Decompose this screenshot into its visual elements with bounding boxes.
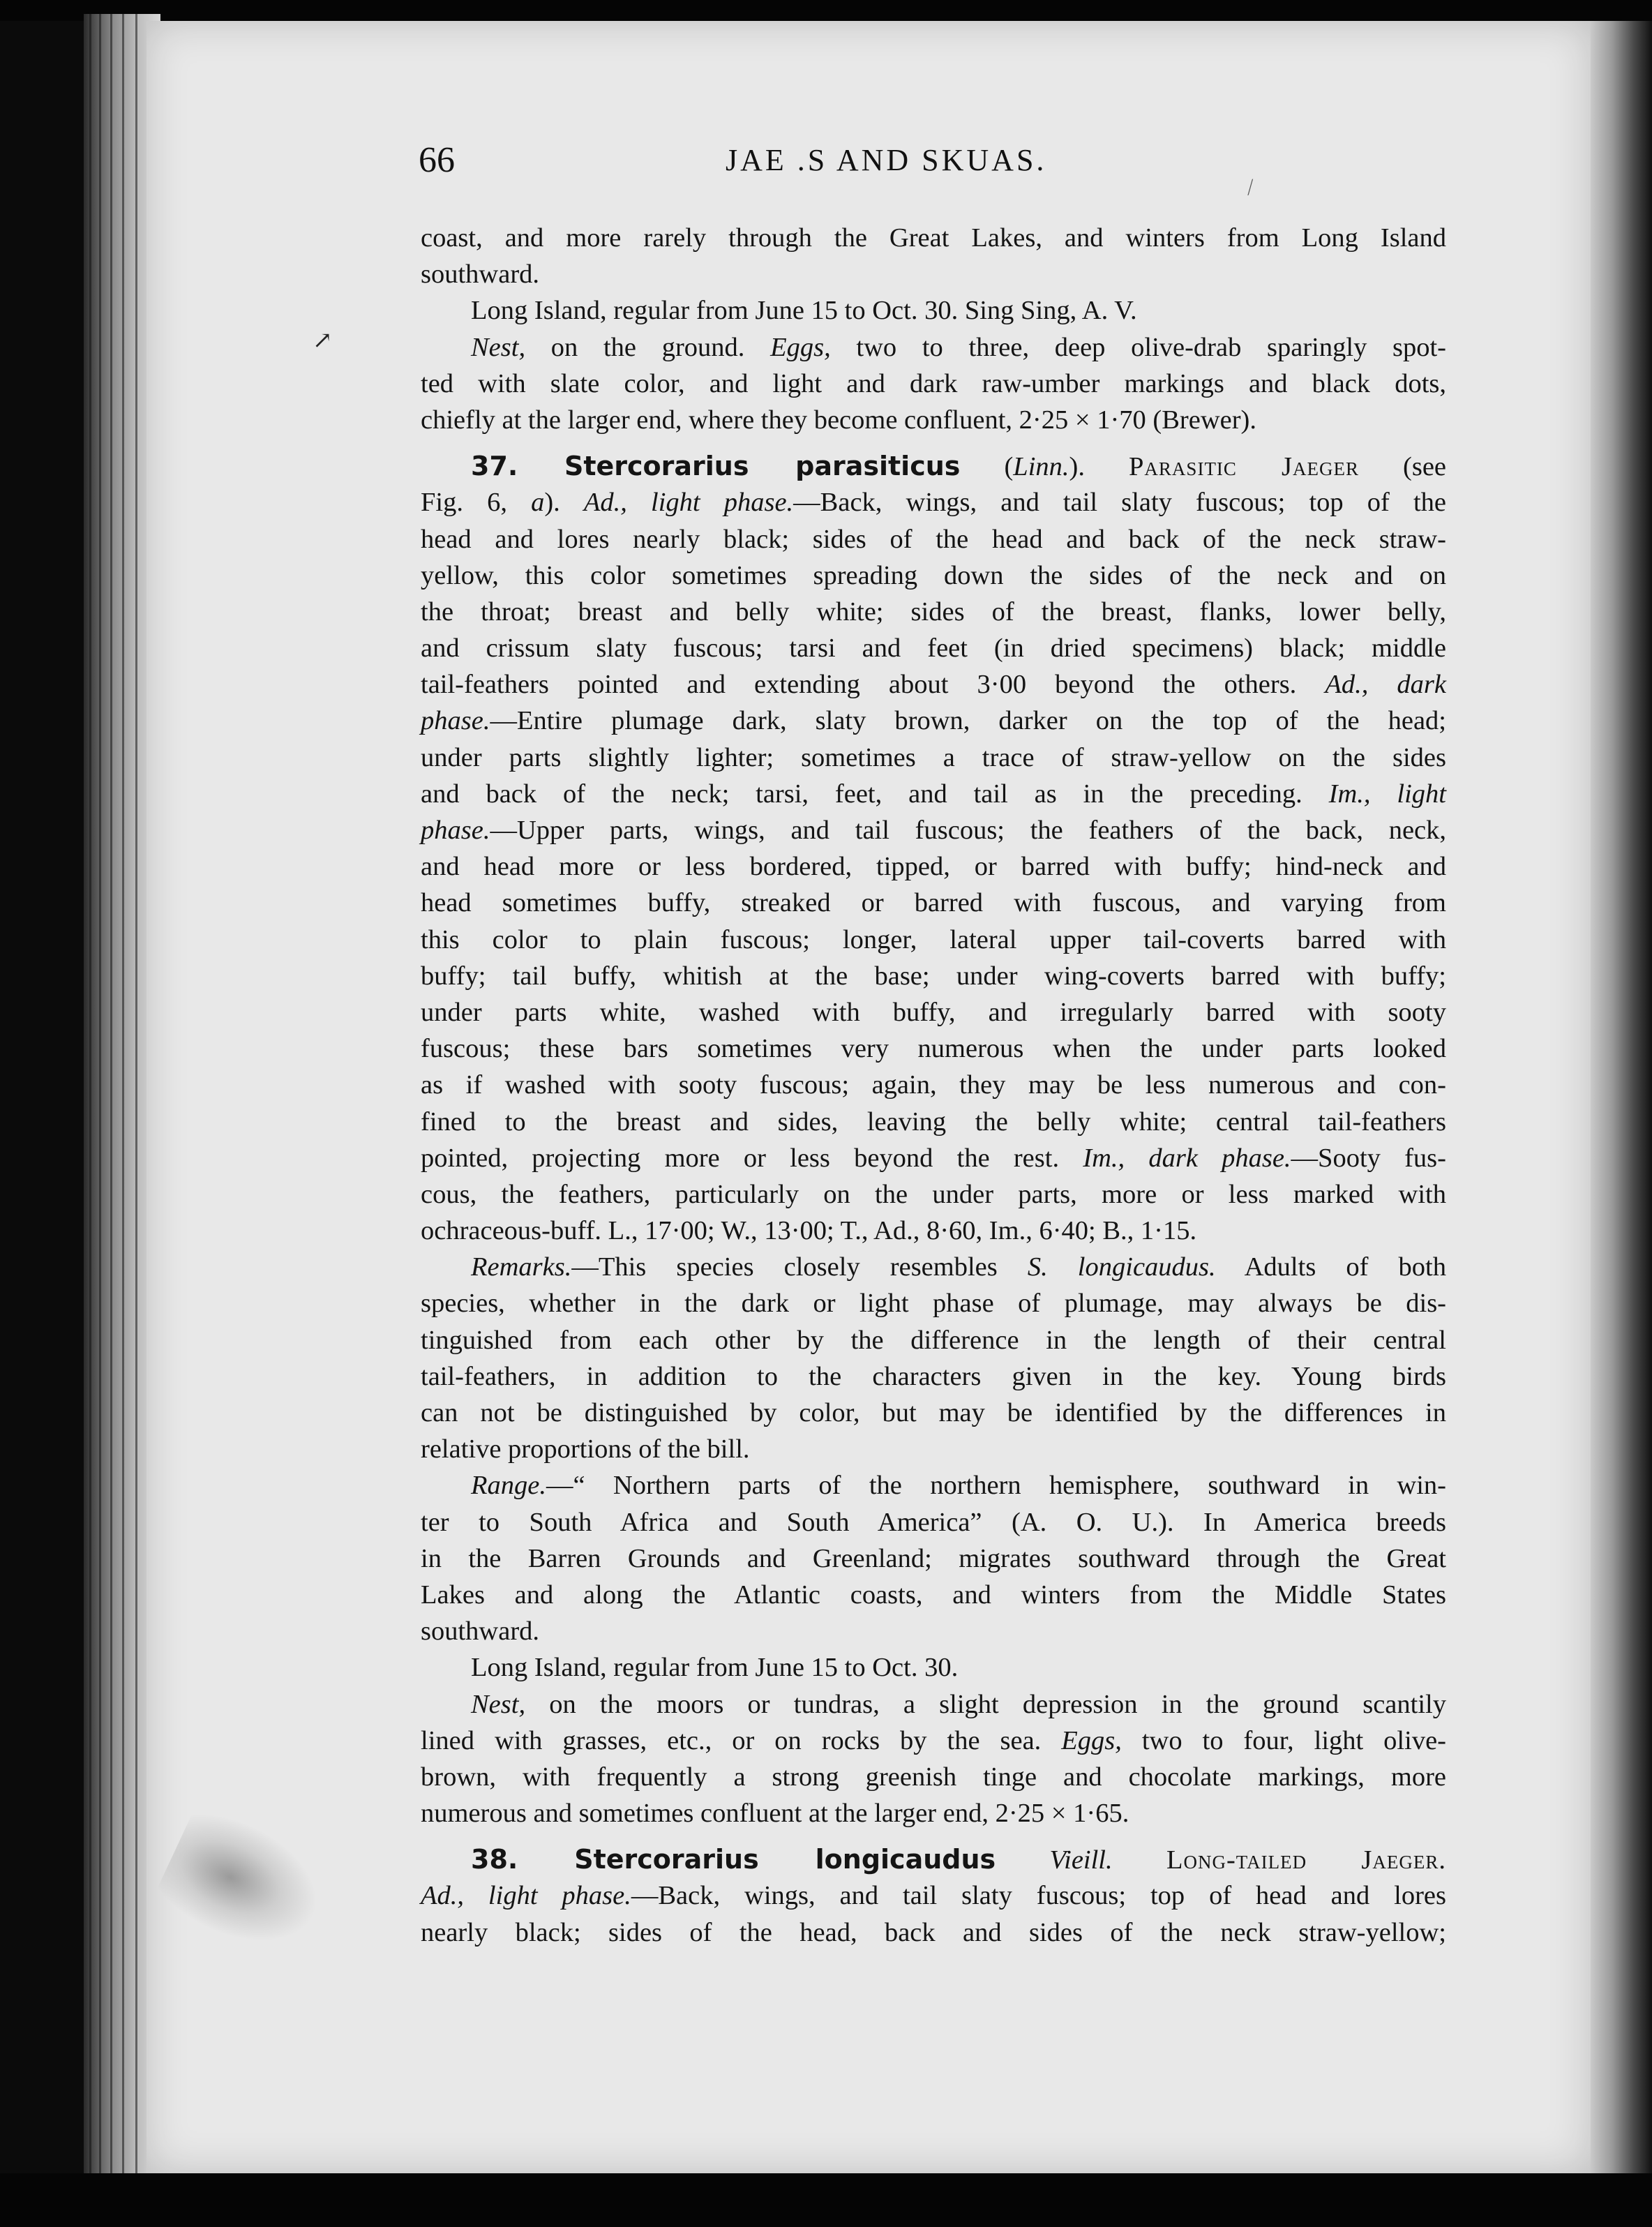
- text-line: and crissum slaty fuscous; tarsi and feet (in dried specimens) black; middle: [421, 633, 1446, 663]
- italic-text: Range.: [471, 1471, 546, 1501]
- page-number: 66: [419, 140, 455, 180]
- text-line: yellow, this color sometimes spreading down the sides of the neck and on: [421, 560, 1446, 590]
- common-name: Parasitic Jaeger: [1129, 452, 1359, 482]
- text-line: Nest, on the moors or tundras, a slight depression in the ground scantily: [471, 1689, 1446, 1719]
- text-line: can not be distinguished by color, but may be identified by the differences in: [421, 1398, 1446, 1427]
- italic-text: Ad., light phase.: [421, 1881, 631, 1911]
- text-line: nearly black; sides of the head, back and sides of the neck straw-yellow;: [421, 1917, 1446, 1947]
- text-line: under parts slightly lighter; sometimes a trace of straw-yellow on the sides: [421, 742, 1446, 772]
- italic-text: Vieill.: [1049, 1845, 1113, 1875]
- italic-text: S. longicaudus.: [1027, 1252, 1216, 1282]
- running-head: JAE .S AND SKUAS.: [726, 143, 1047, 177]
- text-line: brown, with frequently a strong greenish tinge and chocolate markings, more: [421, 1762, 1446, 1792]
- italic-text: Ad., light phase.: [583, 488, 794, 518]
- text-line: numerous and sometimes confluent at the larger end, 2·25 × 1·65.: [421, 1799, 1129, 1829]
- text-line: fined to the breast and sides, leaving the belly white; central tail-feathers: [421, 1107, 1446, 1137]
- page-edge-shadow: [1591, 21, 1652, 2173]
- text-line: southward.: [421, 1617, 540, 1647]
- body-text: [421, 220, 1446, 1951]
- text-line: ochraceous-buff. L., 17·00; W., 13·00; T., Ad., 8·60, Im., 6·40; B., 1·15.: [421, 1216, 1197, 1246]
- text-line: relative proportions of the bill.: [421, 1434, 750, 1464]
- text-line: ted with slate color, and light and dark raw-umber markings and black dots,: [421, 368, 1446, 398]
- text-line: under parts white, washed with buffy, and irregularly barred with sooty: [421, 997, 1446, 1027]
- text-line: cous, the feathers, particularly on the under parts, more or less marked with: [421, 1179, 1446, 1209]
- scan-top-border: [0, 0, 1652, 21]
- species-number: 37.: [471, 451, 564, 482]
- italic-text: Linn.: [1013, 452, 1069, 482]
- page-header: [419, 140, 1451, 181]
- text-line: this color to plain fuscous; longer, lateral upper tail-coverts barred with: [421, 924, 1446, 954]
- italic-text: Nest,: [471, 1689, 526, 1719]
- italic-text: phase.: [421, 706, 490, 736]
- species-number: 38.: [471, 1844, 575, 1875]
- text-line: species, whether in the dark or light phase of plumage, may always be dis-: [421, 1289, 1446, 1319]
- italic-text: Im., light: [1328, 779, 1447, 809]
- text-line: head sometimes buffy, streaked or barred with fuscous, and varying from: [421, 888, 1446, 918]
- scan-bottom-border: [0, 2173, 1652, 2227]
- text-line: chiefly at the larger end, where they become confluent, 2·25 × 1·70 (Brewer).: [421, 405, 1256, 435]
- text-line: Fig. 6, a). Ad., light phase.—Back, wings, and tail slaty fuscous; top of the: [421, 488, 1446, 518]
- ink-speck: ↗: [313, 328, 333, 354]
- text-line: fuscous; these bars sometimes very numerous when the under parts looked: [421, 1034, 1446, 1064]
- text-line: ter to South Africa and South America” (A. O. U.). In America breeds: [421, 1507, 1446, 1537]
- text-line: and head more or less bordered, tipped, or barred with buffy; hind-neck and: [421, 852, 1446, 882]
- text-line: buffy; tail buffy, whitish at the base; under wing-coverts barred with buffy;: [421, 961, 1446, 991]
- italic-text: Nest,: [471, 332, 526, 362]
- text-line: Range.—“ Northern parts of the northern hemisphere, southward in win-: [471, 1471, 1446, 1501]
- paragraph-gap: [421, 1831, 1446, 1841]
- paragraph-gap: [421, 438, 1446, 448]
- italic-text: Eggs,: [1061, 1725, 1122, 1755]
- italic-text: Remarks.: [471, 1252, 572, 1282]
- text-line: Remarks.—This species closely resembles S. longicaudus. Adults of both: [471, 1252, 1447, 1282]
- text-line: the throat; breast and belly white; sides of the breast, flanks, lower belly,: [421, 597, 1446, 627]
- text-line: and back of the neck; tarsi, feet, and tail as in the preceding. Im., light: [421, 779, 1447, 809]
- text-line: [421, 1841, 1446, 1877]
- text-line: 37. Stercorarius parasiticus (Linn.). Parasitic Jaeger (see: [471, 451, 1447, 482]
- text-line: lined with grasses, etc., or on rocks by the sea. Eggs, two to four, light olive-: [421, 1725, 1446, 1755]
- text-line: tail-feathers pointed and extending about 3·00 beyond the others. Ad., dark: [421, 670, 1446, 700]
- text-line: Long Island, regular from June 15 to Oct. 30.: [471, 1653, 959, 1683]
- text-line: Ad., light phase.—Back, wings, and tail slaty fuscous; top of head and lores: [421, 1881, 1446, 1911]
- text-line: southward.: [421, 260, 540, 290]
- text-line: Long Island, regular from June 15 to Oct. 30. Sing Sing, A. V.: [471, 296, 1137, 326]
- text-line: tinguished from each other by the difference in the length of their central: [421, 1325, 1446, 1355]
- italic-text: Ad., dark: [1325, 670, 1446, 700]
- italic-text: a: [531, 488, 545, 518]
- species-name: Stercorarius parasiticus: [564, 451, 961, 482]
- text-line: tail-feathers, in addition to the characters given in the key. Young birds: [421, 1361, 1446, 1391]
- text-line: in the Barren Grounds and Greenland; migrates southward through the Great: [421, 1543, 1446, 1573]
- italic-text: Eggs,: [770, 332, 831, 362]
- text-line: phase.—Entire plumage dark, slaty brown, darker on the top of the head;: [421, 706, 1446, 736]
- common-name: Long-tailed Jaeger.: [1166, 1845, 1446, 1875]
- pencil-mark: ⁄: [1245, 176, 1256, 199]
- text-line: as if washed with sooty fuscous; again, they may be less numerous and con-: [421, 1070, 1446, 1100]
- text-line: pointed, projecting more or less beyond the rest. Im., dark phase.—Sooty fus-: [421, 1143, 1446, 1173]
- text-line: coast, and more rarely through the Great Lakes, and winters from Long Island: [421, 223, 1446, 253]
- text-line: Lakes and along the Atlantic coasts, and winters from the Middle States: [421, 1580, 1446, 1610]
- text-line: Nest, on the ground. Eggs, two to three, deep olive-drab sparingly spot-: [471, 332, 1447, 362]
- text-line: phase.—Upper parts, wings, and tail fuscous; the feathers of the back, neck,: [421, 816, 1446, 845]
- italic-text: phase.: [421, 816, 490, 845]
- species-name: Stercorarius longicaudus: [574, 1844, 996, 1875]
- italic-text: Im., dark phase.: [1083, 1143, 1291, 1173]
- text-line: head and lores nearly black; sides of the head and back of the neck straw-: [421, 524, 1446, 554]
